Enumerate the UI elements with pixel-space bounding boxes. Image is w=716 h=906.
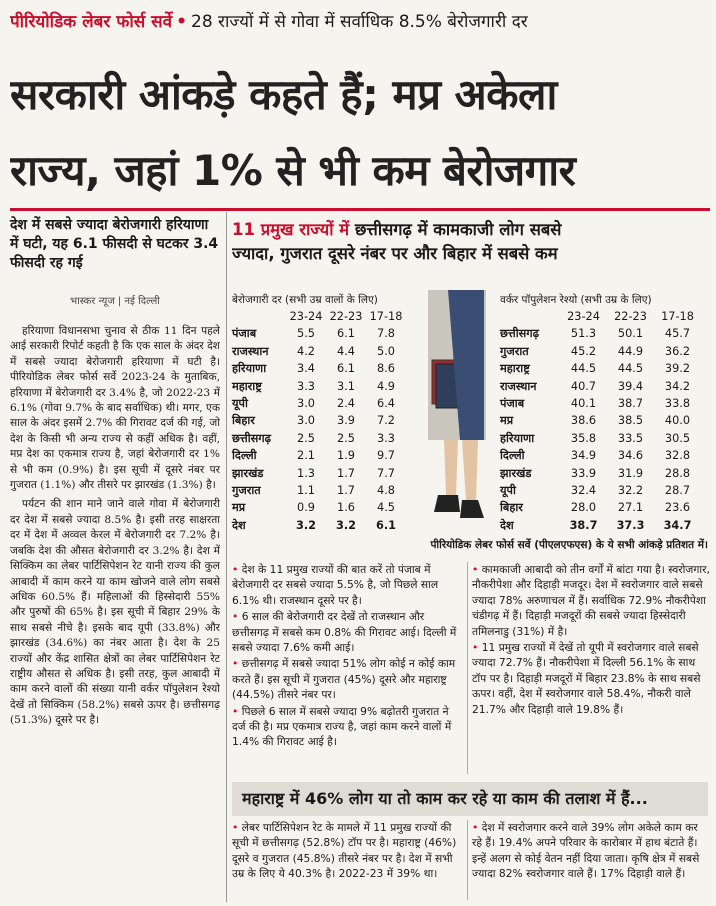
bullet-item — [472, 640, 710, 717]
table-row — [232, 378, 417, 395]
table-value: 7.7 — [377, 466, 395, 480]
table-row — [232, 499, 417, 516]
bullet-text: देश के 11 प्रमुख राज्यों की बात करें तो पंजाब में बेरोजगारी दर सबसे ज्यादा 5.5% है, जो पिछले साल 6.1% थी। राजस्थान दूसरे पर है। — [232, 563, 439, 607]
unemployment-table — [232, 292, 417, 534]
state-name: राजस्थान — [500, 379, 537, 393]
state-name: मप्र — [232, 501, 246, 515]
table-row — [232, 325, 417, 342]
table-value: 38.5 — [617, 414, 644, 428]
table-value: 44.5 — [617, 362, 644, 376]
table-value: 36.2 — [664, 344, 691, 358]
bullet-mark: • — [472, 821, 479, 834]
table-value: 33.5 — [617, 431, 644, 445]
state-name: मप्र — [500, 414, 514, 428]
table-value: 4.5 — [377, 501, 395, 515]
section-headline-line-2: ज्यादा, गुजरात दूसरे नंबर पर और बिहार में सबसे कम — [232, 244, 558, 263]
table-value: 32.8 — [664, 449, 691, 463]
table-value: 3.2 — [335, 518, 356, 532]
bullet-text: छत्तीसगढ़ में सबसे ज्यादा 51% लोग कोई न कोई काम करते हैं। इस सूची में गुजरात (45%) दूसरे और महाराष्ट्र (44.5%) तीसरे नंबर पर। — [232, 657, 456, 702]
table-header — [232, 308, 417, 325]
story-paragraph: हरियाणा विधानसभा चुनाव से ठीक 11 दिन पहले आई सरकारी रिपोर्ट कहती है कि एक साल के अंदर देश में सबसे ज्यादा बेरोजगारी हरियाणा में घटी है। पीरियोडिक लेबर फोर्स सर्वे 2023-24 के मुताबिक, हरियाणा में बेरोजगारी दर 3.4% है, जो 2022-23 में 6.1% (गोवा 9.7% के बाद सर्वाधिक) थी। मगर, एक साल के अंदर इसमें 2.7% की गिरावट दर्ज की गई, जो देश के किसी भी अन्य राज्य से कहीं अधिक है। वहीं, मप्र देश का एकमात्र राज्य है, जहां बेरोजगारी दर 1% से भी कम (0.9%) है। इस सूची में दूसरे नंबर पर गुजरात (1.1%) और तीसरे पर झारखंड (1.3%) है। — [10, 325, 220, 492]
bullet-item — [472, 820, 710, 882]
state-name: हरियाणा — [232, 362, 267, 376]
table-row — [500, 325, 710, 342]
table-value: 6.1 — [375, 518, 396, 532]
state-name: पंजाब — [500, 396, 525, 410]
table-row — [500, 378, 710, 395]
table-row — [232, 430, 417, 447]
bullet-text: लेबर पार्टिसिपेशन रेट के मामले में 11 प्रमुख राज्यों की सूची में छत्तीसगढ़ (52.8%) टॉप पर है। महाराष्ट्र (46%) दूसरे व गुजरात (45.8%) तीसरे नंबर पर है। देश में सभी उम्र के लिए ये 40.3% है। 2022-23 में 39% था। — [232, 821, 457, 881]
bullet-mark: • — [232, 563, 239, 576]
table-value: 3.0 — [297, 396, 315, 410]
table-value: 2.4 — [337, 396, 355, 410]
table-value: 39.2 — [664, 362, 691, 376]
table-value: 28.0 — [570, 501, 597, 515]
state-name: राजस्थान — [232, 344, 269, 358]
table-value: 2.5 — [297, 431, 315, 445]
table-value: 34.6 — [617, 449, 644, 463]
state-name: झारखंड — [232, 466, 264, 480]
bullet-item — [232, 656, 464, 702]
table-total-row — [500, 517, 710, 534]
table-row — [500, 343, 710, 360]
table-value: 9.7 — [377, 449, 395, 463]
table-value: 2.5 — [337, 431, 355, 445]
year-header: 17-18 — [369, 310, 403, 323]
table-value: 23.6 — [664, 501, 691, 515]
column-divider — [467, 562, 468, 774]
table-value: 28.7 — [664, 483, 691, 497]
table-value: 3.2 — [295, 518, 316, 532]
table-row — [500, 499, 710, 516]
table-value: 27.1 — [617, 501, 644, 515]
table-row — [232, 395, 417, 412]
table-value: 6.1 — [337, 327, 355, 341]
bullet-text: पिछले 6 साल में सबसे ज्यादा 9% बढ़ोतरी गुजरात ने दर्ज की है। मप्र एकमात्र राज्य है, जहां काम करने वालों में 1.4% की गिरावट आई है। — [232, 704, 452, 749]
bullets-left — [232, 562, 464, 778]
state-name: झारखंड — [500, 466, 532, 480]
section-headline-rest: छत्तीसगढ़ में कामकाजी लोग सबसे — [349, 220, 562, 239]
table-value: 0.9 — [297, 501, 315, 515]
left-story-body — [10, 324, 220, 896]
state-name: बिहार — [232, 414, 255, 428]
table-header — [500, 308, 710, 325]
table-total-row — [232, 517, 417, 534]
subhead-box: महाराष्ट्र में 46% लोग या तो काम कर रहे या काम की तलाश में हैं... — [232, 782, 708, 816]
bullet-text: कामकाजी आबादी को तीन वर्गों में बांटा गया है। स्वरोजगार, नौकरीपेशा और दिहाड़ी मजदूर। देश में स्वरोजगार वाले सबसे ज्यादा 78% अरुणाचल में हैं। सर्वाधिक 72.9% नौकरीपेशा चंडीगढ़ में हैं। दिहाड़ी मजदूरों की सबसे ज्यादा हिस्सेदारी तमिलनाडु (31%) में है। — [472, 563, 710, 638]
section-headline — [232, 218, 708, 266]
bullet-mark: • — [472, 563, 479, 576]
bullet-mark: • — [232, 821, 239, 834]
bullet-text: 11 प्रमुख राज्यों में देखें तो यूपी में स्वरोजगार वाले सबसे ज्यादा 72.7% हैं। नौकरीपेशा में दिल्ली 56.1% के साथ टॉप पर है। दिहाड़ी मजदूरों में बिहार 23.8% के साथ सबसे ऊपर। वहीं, देश में स्वरोजगार वाले 58.4%, नौकरी वाले 21.7% और दिहाड़ी वाले 19.8% हैं। — [472, 641, 701, 716]
table-value: 3.3 — [297, 379, 315, 393]
bullet-mark: • — [232, 704, 239, 718]
table-value: 45.2 — [570, 344, 597, 358]
section-headline-highlight: 11 प्रमुख राज्यों में — [232, 220, 350, 239]
table-value: 7.2 — [377, 414, 395, 428]
table-value: 40.7 — [570, 379, 597, 393]
table-value: 4.9 — [377, 379, 395, 393]
table-value: 38.7 — [569, 518, 598, 532]
table-value: 5.0 — [377, 344, 395, 358]
table-value: 37.3 — [616, 518, 645, 532]
year-header: 17-18 — [661, 310, 694, 323]
bullet-mark: • — [232, 657, 239, 671]
state-name: छत्तीसगढ़ — [500, 327, 540, 341]
table-value: 44.5 — [570, 362, 597, 376]
bullets-right-bottom — [472, 820, 710, 902]
table-caption: वर्कर पॉपुलेशन रेश्यो (सभी उम्र के लिए) — [500, 294, 652, 306]
table-value: 4.2 — [297, 344, 315, 358]
bullet-item — [232, 704, 464, 750]
table-row — [500, 465, 710, 482]
table-value: 6.4 — [377, 396, 395, 410]
table-value: 5.5 — [297, 327, 315, 341]
table-row — [232, 447, 417, 464]
table-row — [232, 465, 417, 482]
section-label: पीरियोडिक लेबर फोर्स सर्वे — [10, 12, 173, 32]
state-name: हरियाणा — [500, 431, 535, 445]
table-row — [500, 360, 710, 377]
column-divider — [467, 820, 468, 900]
state-name: महाराष्ट्र — [500, 362, 530, 376]
table-value: 28.8 — [664, 466, 691, 480]
table-value: 34.7 — [663, 518, 692, 532]
kicker-line — [10, 8, 710, 36]
bullet-item — [472, 562, 710, 639]
state-name: महाराष्ट्र — [232, 379, 262, 393]
table-value: 6.1 — [337, 362, 355, 376]
year-header: 23-24 — [289, 310, 323, 323]
table-row — [500, 447, 710, 464]
table-value: 44.9 — [617, 344, 644, 358]
worker-illustration-icon — [418, 290, 500, 532]
table-value: 3.3 — [377, 431, 395, 445]
source-note: पीरियोडिक लेबर फोर्स सर्वे (पीएलएफएस) के ये सभी आंकड़े प्रतिशत में। — [430, 539, 708, 551]
table-value: 33.9 — [570, 466, 597, 480]
table-value: 30.5 — [664, 431, 691, 445]
state-name: दिल्ली — [500, 449, 525, 463]
headline-line-2: राज्य, जहां 1% से भी कम बेरोजगार — [10, 146, 576, 195]
state-name: दिल्ली — [232, 449, 257, 463]
table-value: 51.3 — [570, 327, 597, 341]
table-row — [500, 395, 710, 412]
left-story-title: देश में सबसे ज्यादा बेरोजगारी हरियाणा में घटी, यह 6.1 फीसदी से घटकर 3.4 फीसदी रह गई — [10, 217, 219, 271]
year-header: 22-23 — [329, 310, 363, 323]
state-name: गुजरात — [500, 344, 529, 358]
year-header: 22-23 — [614, 310, 647, 323]
table-value: 33.8 — [664, 396, 691, 410]
table-value: 32.2 — [617, 483, 644, 497]
bullets-left-bottom — [232, 820, 464, 902]
bullet-mark: • — [232, 610, 239, 624]
state-name: गुजरात — [232, 483, 261, 497]
bullet-text: देश में स्वरोजगार करने वाले 39% लोग अकेले काम कर रहे हैं। 19.4% अपने परिवार के कारोबार में हाथ बंटाते हैं। इन्हें अलग से कोई वेतन नहीं दिया जाता। कृषि क्षेत्र में सबसे ज्यादा 82% स्वरोजगार वाले हैं। 17% दिहाड़ी वाले हैं। — [472, 821, 700, 881]
table-caption: बेरोजगारी दर (सभी उम्र वालों के लिए) — [232, 294, 378, 306]
table-value: 4.4 — [337, 344, 355, 358]
table-value: 7.8 — [377, 327, 395, 341]
worker-illustration — [418, 290, 500, 532]
table-value: 45.7 — [664, 327, 691, 341]
table-value: 3.0 — [297, 414, 315, 428]
table-row — [500, 430, 710, 447]
state-name: देश — [500, 518, 514, 532]
headline-rule — [10, 208, 710, 211]
column-divider — [226, 212, 227, 902]
state-name: यूपी — [500, 483, 516, 497]
worker-population-table — [500, 292, 710, 534]
table-value: 39.4 — [617, 379, 644, 393]
table-row — [500, 412, 710, 429]
table-value: 1.7 — [337, 466, 355, 480]
table-value: 50.1 — [617, 327, 644, 341]
bullet-mark: • — [472, 641, 479, 655]
state-name: बिहार — [500, 501, 523, 515]
table-row — [232, 482, 417, 499]
table-value: 38.7 — [617, 396, 644, 410]
bullet-separator: • — [176, 12, 187, 32]
table-value: 1.7 — [337, 483, 355, 497]
byline: भास्कर न्यूज | नई दिल्ली — [70, 296, 160, 307]
bullets-right — [472, 562, 710, 778]
bullet-item — [232, 562, 464, 608]
table-value: 34.2 — [664, 379, 691, 393]
kicker-summary: 28 राज्यों में से गोवा में सर्वाधिक 8.5% बेरोजगारी दर — [191, 12, 528, 32]
bullet-item — [232, 609, 464, 655]
table-value: 34.9 — [570, 449, 597, 463]
table-value: 38.6 — [570, 414, 597, 428]
table-value: 2.1 — [297, 449, 315, 463]
table-value: 3.9 — [337, 414, 355, 428]
table-row — [232, 360, 417, 377]
table-value: 3.4 — [297, 362, 315, 376]
year-header: 23-24 — [567, 310, 600, 323]
state-name: छत्तीसगढ़ — [232, 431, 272, 445]
bullet-text: 6 साल की बेरोजगारी दर देखें तो राजस्थान और छत्तीसगढ़ में सबसे कम 0.8% की गिरावट आई। दिल्ली में सबसे ज्यादा 7.6% कमी आई। — [232, 610, 457, 655]
table-value: 31.9 — [617, 466, 644, 480]
table-value: 35.8 — [570, 431, 597, 445]
table-value: 1.1 — [297, 483, 315, 497]
table-value: 8.6 — [377, 362, 395, 376]
table-value: 40.0 — [664, 414, 691, 428]
state-name: पंजाब — [232, 327, 257, 341]
table-row — [232, 412, 417, 429]
headline-line-1: सरकारी आंकड़े कहते हैं; मप्र अकेला — [10, 70, 557, 119]
story-paragraph: पर्यटन की शान माने जाने वाले गोवा में बेरोजगारी दर देश में सबसे ज्यादा 8.5% है। इसी तरह साक्षरता दर में देश में अव्वल केरल में बेरोजगारी दर 7.2% है। जबकि देश की औसत बेरोजगारी दर 3.2% है। देश में सिक्किम का लेबर पार्टिसिपेशन रेट यानी राज्य की कुल आबादी में काम करने या काम खोजने वाले लोग सबसे अधिक 60.5% हैं। महिलाओं की हिस्सेदारी 55% और पुरुषों की 65% है। इस सूची में बिहार 29% के साथ सबसे नीचे है। इसके बाद यूपी (33.8%) और झारखंड (34.6%) का नंबर आता है। देश के 25 राज्यों और केंद्र शासित क्षेत्रों का लेबर पार्टिसिपेशन रेट राष्ट्रीय औसत से अधिक है। इसी तरह, कुल आबादी में काम करने वालों की संख्या यानी वर्कर पॉपुलेशन रेश्यो देखें तो सिक्किम (58.2%) सबसे ऊपर है। छत्तीसगढ़ (51.3%) दूसरे पर है। — [10, 498, 220, 727]
table-row — [500, 482, 710, 499]
bullet-item — [232, 820, 464, 882]
table-value: 3.1 — [337, 379, 355, 393]
table-value: 4.8 — [377, 483, 395, 497]
table-value: 1.6 — [337, 501, 355, 515]
table-value: 1.9 — [337, 449, 355, 463]
state-name: यूपी — [232, 396, 248, 410]
table-row — [232, 343, 417, 360]
table-value: 1.3 — [297, 466, 315, 480]
state-name: देश — [232, 518, 246, 532]
table-value: 32.4 — [570, 483, 597, 497]
table-value: 40.1 — [570, 396, 597, 410]
